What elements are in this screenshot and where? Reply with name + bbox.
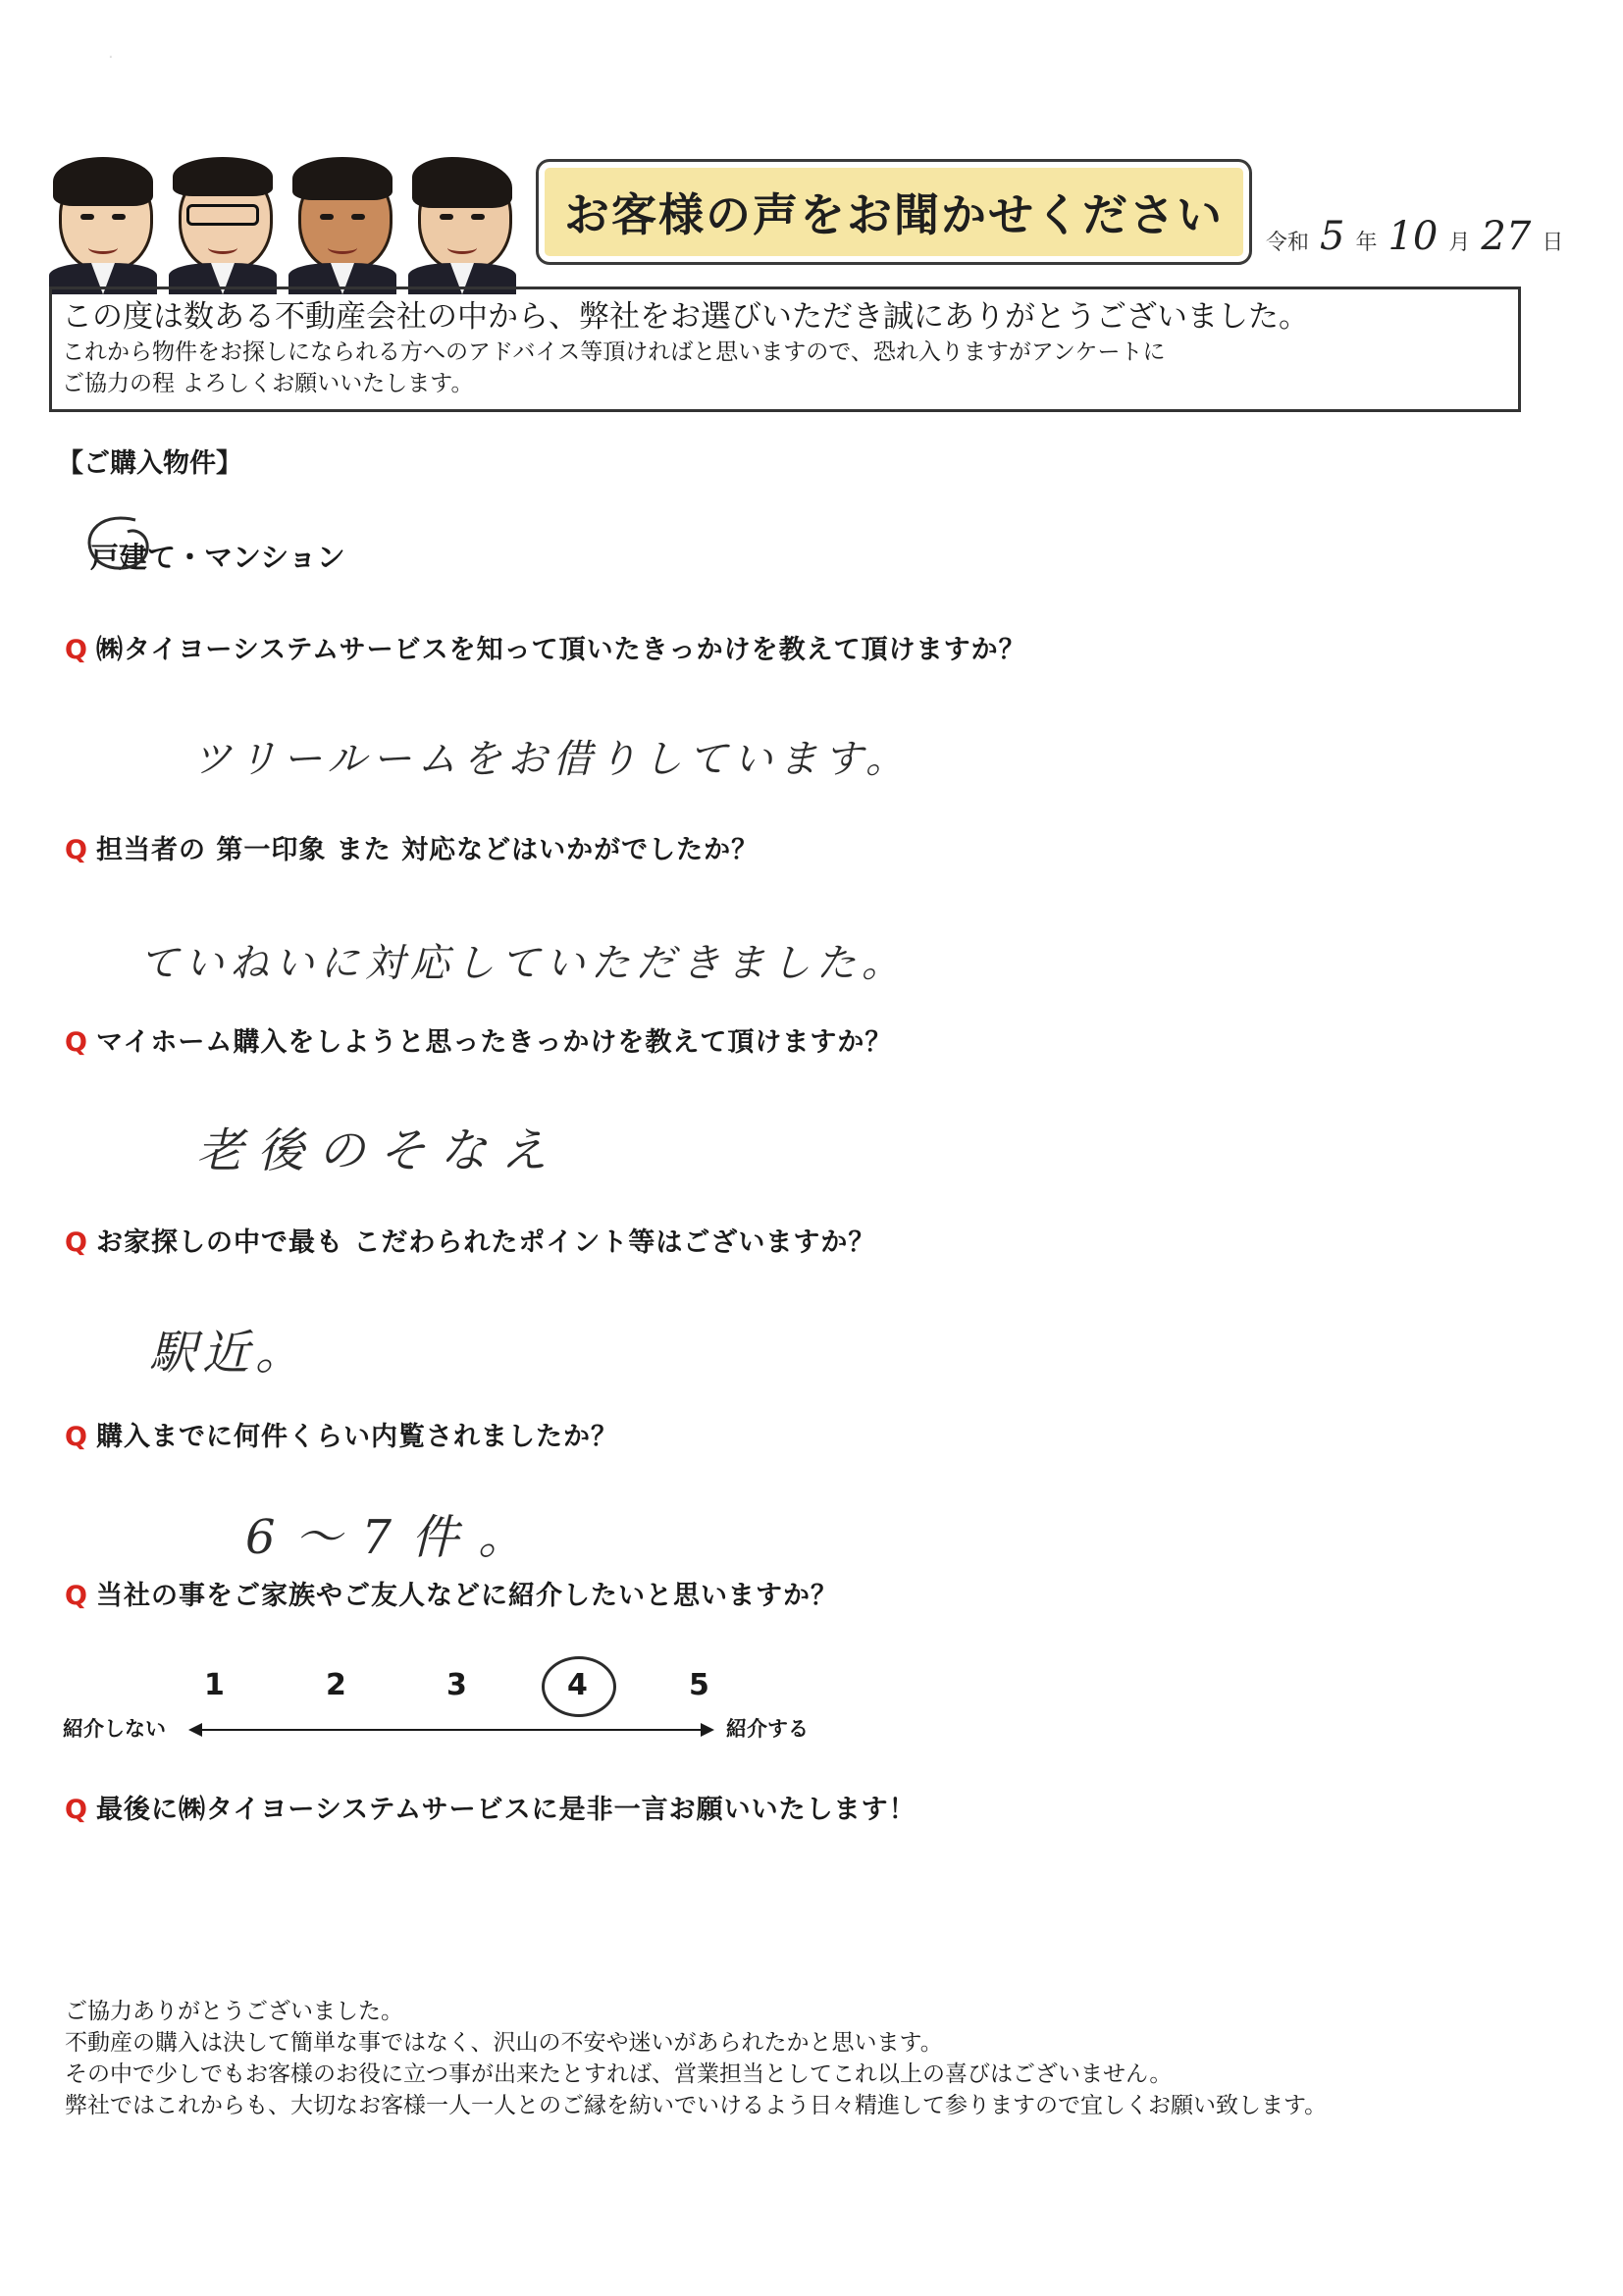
scale-value-1: 1 (204, 1668, 225, 1702)
question-6 (65, 1574, 838, 1612)
date-day: 27 (1481, 214, 1532, 259)
closing-line-4: 弊社ではこれからも、大切なお客様一人一人とのご縁を紡いでいけるよう日々精進して参りますので宜しくお願い致します。 (65, 2093, 1328, 2118)
q-marker: Q (65, 1422, 88, 1452)
answer-5: 6〜7件。 (245, 1510, 546, 1565)
question-2 (65, 828, 759, 866)
date-month: 10 (1387, 214, 1439, 259)
closing-message (65, 1996, 1327, 2121)
q-marker: Q (65, 1227, 88, 1258)
scale-left-label: 紹介しない (63, 1717, 166, 1741)
scale-value-4: 4 (567, 1668, 588, 1702)
intro-line-3: ご協力の程 よろしくお願いいたします。 (62, 371, 474, 396)
question-5-text: 購入までに何件くらい内覧されましたか？ (95, 1422, 618, 1452)
scale-right-label: 紹介する (726, 1717, 809, 1741)
question-6-text: 当社の事をご家族やご友人などに紹介したいと思いますか？ (95, 1581, 838, 1611)
date-era: 令和 (1266, 231, 1310, 255)
staff-face-icon (408, 157, 516, 294)
scale-value-2: 2 (326, 1668, 346, 1702)
closing-line-3: その中で少しでもお客様のお役に立つ事が出来たとすれば、営業担当としてこれ以上の喜びはございません。 (65, 2061, 1173, 2087)
q-marker: Q (65, 635, 88, 665)
question-4-text: お家探しの中で最も こだわられたポイント等はございますか？ (95, 1227, 876, 1258)
scale-value-5: 5 (689, 1668, 709, 1702)
purchase-options: 戸建て・マンション (90, 541, 345, 574)
scale-value-3: 3 (446, 1668, 467, 1702)
question-1-text: ㈱タイヨーシステムサービスを知って頂いたきっかけを教えて頂けますか？ (95, 635, 1026, 665)
scan-mark: · (108, 47, 114, 68)
date-year: 5 (1320, 214, 1345, 259)
question-1 (65, 628, 1026, 666)
q-marker: Q (65, 1581, 88, 1611)
question-3 (65, 1020, 892, 1059)
answer-3: 老後のそなえ (196, 1123, 562, 1178)
q-marker: Q (65, 1027, 88, 1058)
question-2-text: 担当者の 第一印象 また 対応などはいかがでしたか？ (95, 835, 759, 865)
selection-circle-icon (77, 510, 165, 589)
answer-4: 駅近。 (149, 1326, 309, 1381)
question-5 (65, 1415, 618, 1453)
scale-arrow-icon (186, 1719, 716, 1741)
intro-box (49, 287, 1521, 412)
survey-date (1266, 214, 1563, 259)
answer-1: ツリールームをお借りしています。 (192, 737, 911, 782)
closing-line-1: ご協力ありがとうございました。 (65, 1999, 403, 2024)
closing-line-2: 不動産の購入は決して簡単な事ではなく、沢山の不安や迷いがあられたかと思います。 (65, 2030, 943, 2056)
staff-face-icon (49, 157, 157, 294)
page-title-banner (536, 159, 1252, 265)
answer-2: ていねいに対応していただきました。 (139, 941, 907, 986)
purchase-heading: 【ご購入物件】 (57, 448, 242, 479)
q-marker: Q (65, 1795, 88, 1825)
intro-main-text: この度は数ある不動産会社の中から、弊社をお選びいただき誠にありがとうございました。 (62, 299, 1309, 335)
question-7 (65, 1788, 916, 1826)
question-7-text: 最後に㈱タイヨーシステムサービスに是非一言お願いいたします！ (95, 1795, 916, 1825)
selected-rating-circle-icon (542, 1656, 616, 1717)
page-title: お客様の声をお聞かせください (564, 188, 1224, 241)
date-month-unit: 月 (1448, 231, 1471, 255)
date-day-unit: 日 (1542, 231, 1564, 255)
staff-face-glasses-icon (169, 157, 277, 294)
date-year-unit: 年 (1355, 231, 1378, 255)
staff-face-icon (288, 157, 396, 294)
intro-line-2: これから物件をお探しになられる方へのアドバイス等頂ければと思いますので、恐れ入りますがアンケートに (62, 339, 1166, 365)
question-3-text: マイホーム購入をしようと思ったきっかけを教えて頂けますか？ (95, 1027, 893, 1058)
question-4 (65, 1221, 875, 1259)
q-marker: Q (65, 835, 88, 865)
